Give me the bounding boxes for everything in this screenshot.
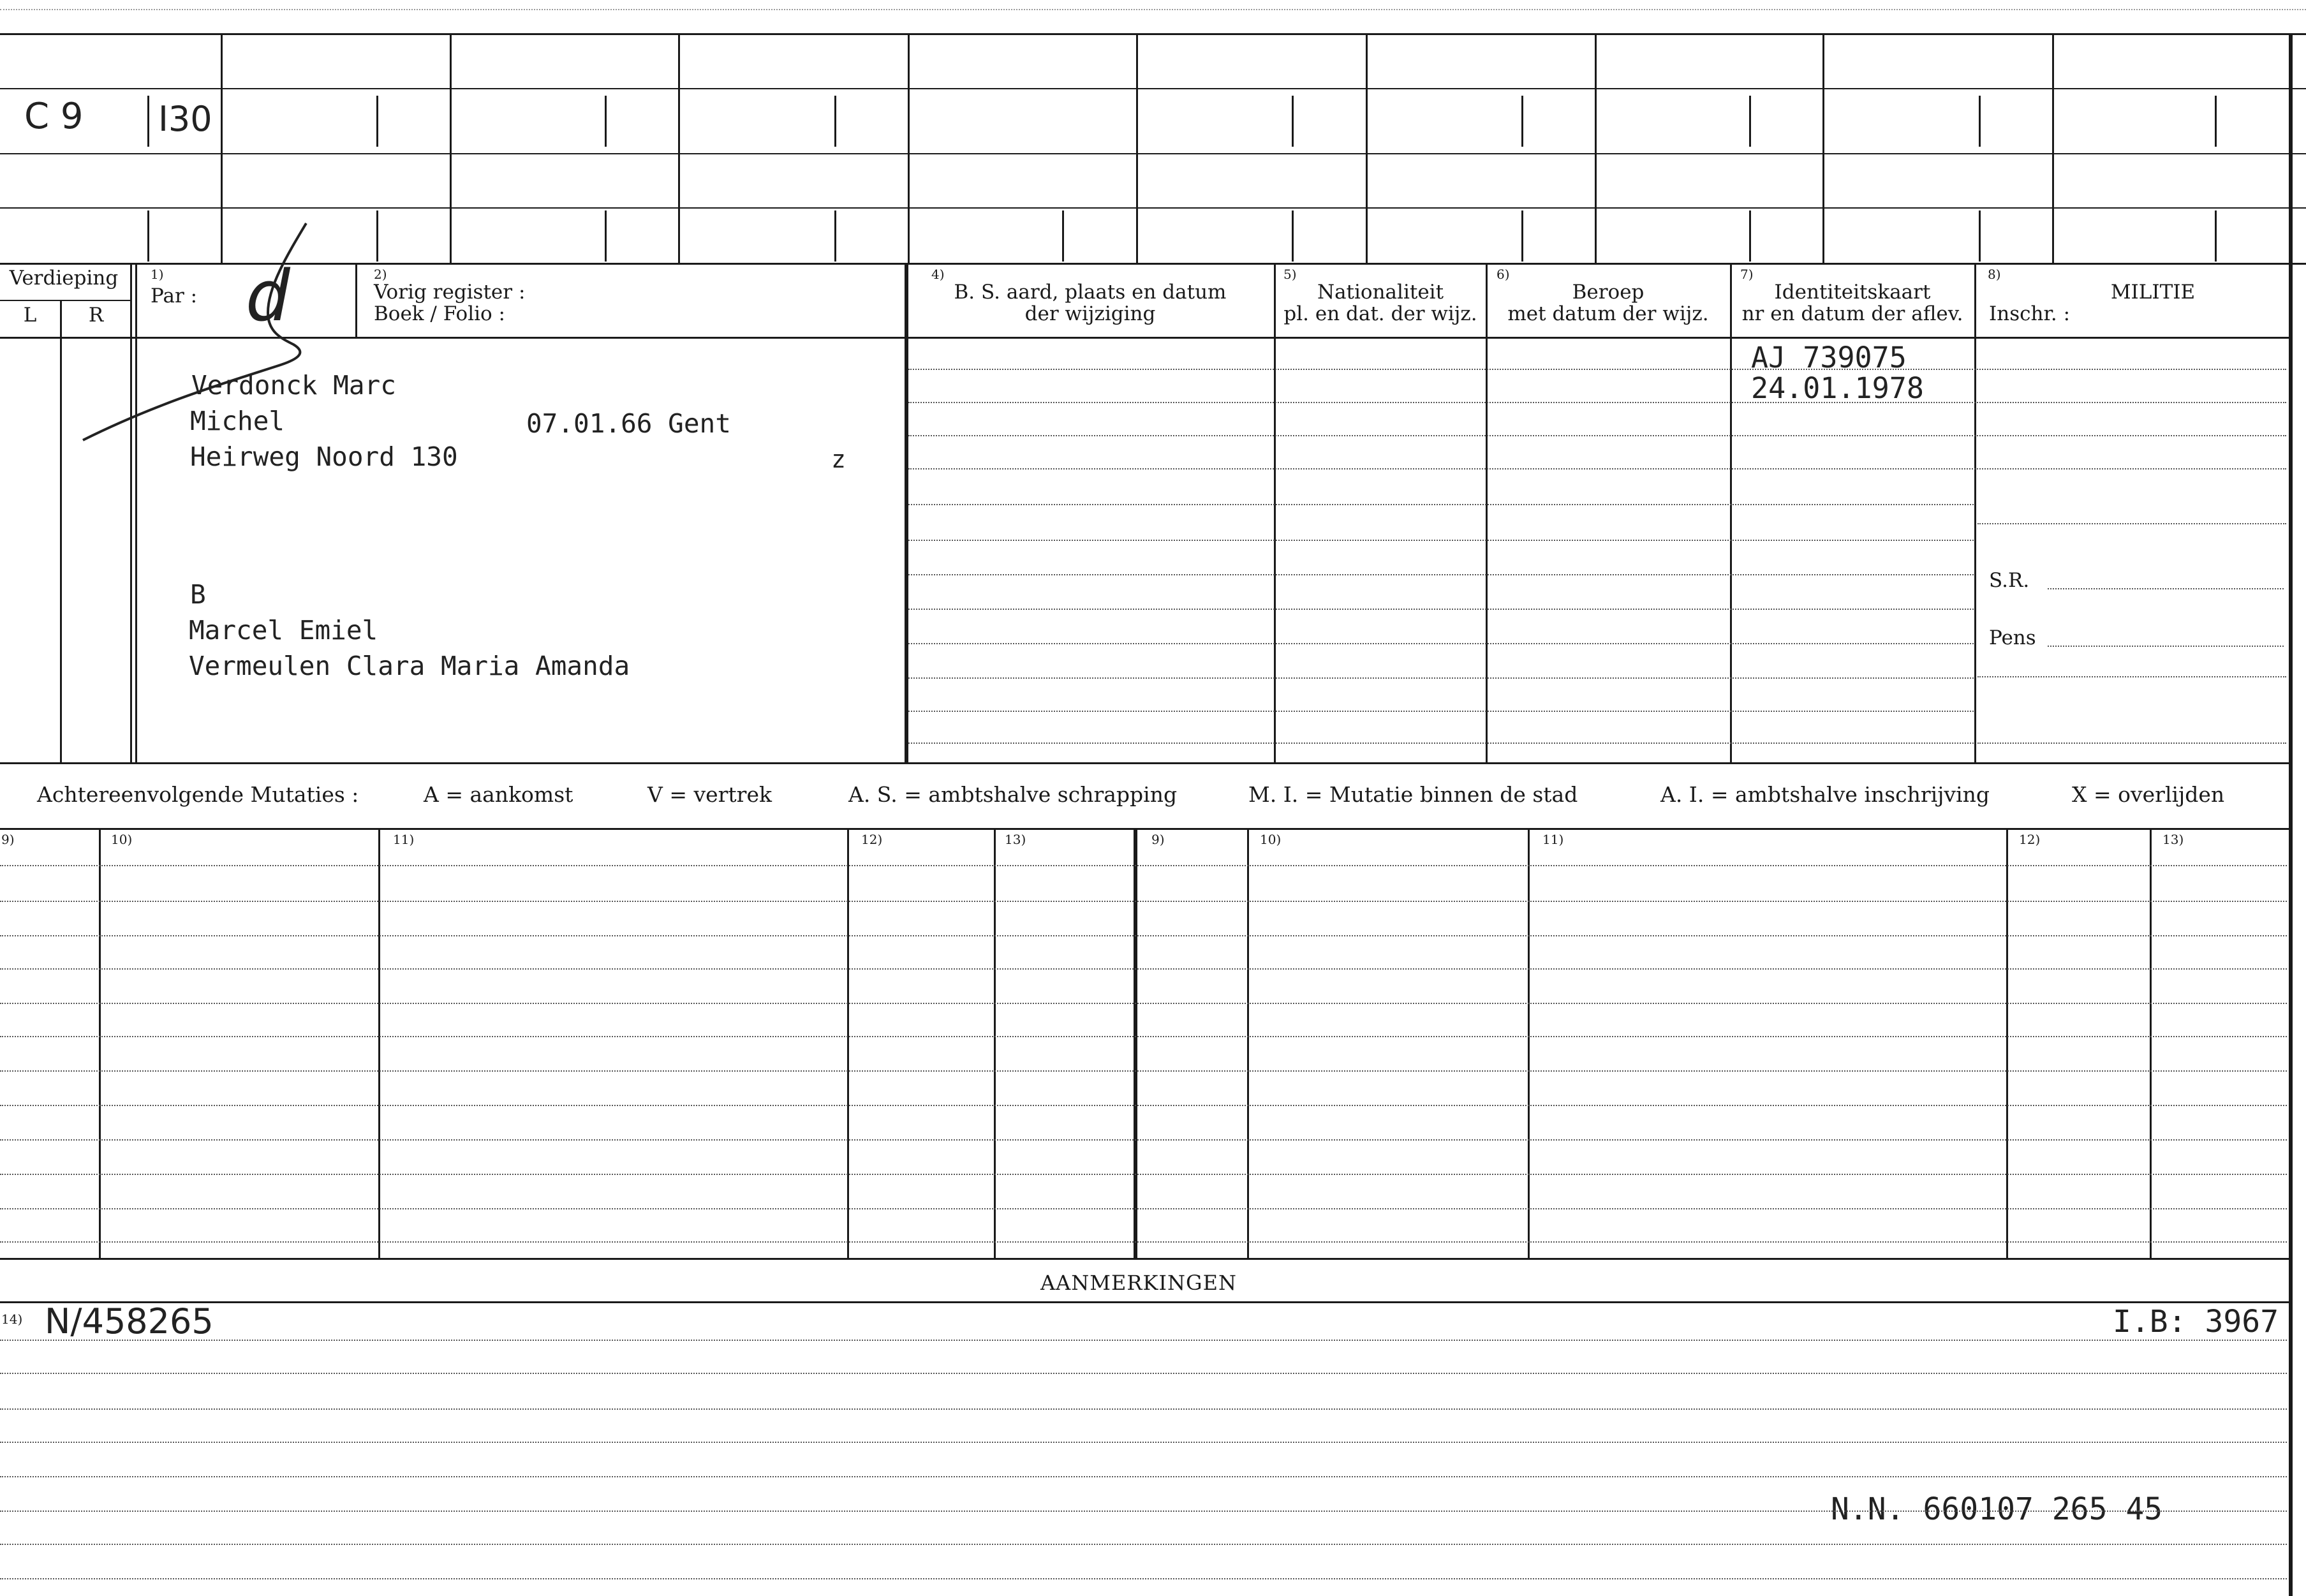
col2-line1: Vorig register : xyxy=(374,281,526,304)
legend-inschrijving: A. I. = ambtshalve inschrijving xyxy=(1660,782,1990,807)
col2-line2: Boek / Folio : xyxy=(374,302,505,325)
floor-header: Verdieping xyxy=(9,267,119,290)
col4-line2: der wijziging xyxy=(1024,302,1156,325)
section-code: C 9 xyxy=(24,96,84,137)
mut-col9-left: 9) xyxy=(1,832,15,847)
remarks-n-number: N/458265 xyxy=(45,1301,214,1341)
col1-initial: d xyxy=(246,255,290,337)
col7-line2: nr en datum der aflev. xyxy=(1741,302,1963,325)
col7-number: 7) xyxy=(1740,267,1754,282)
id-card-number: AJ 739075 xyxy=(1751,341,1907,374)
col6-number: 6) xyxy=(1497,267,1510,282)
col6-line2: met datum der wijz. xyxy=(1507,302,1709,325)
col6-line1: Beroep xyxy=(1572,281,1645,304)
person-second-name: Michel xyxy=(190,406,285,436)
person-mark: z xyxy=(831,445,846,473)
col1-label: Par : xyxy=(151,284,198,307)
col8-number: 8) xyxy=(1988,267,2001,282)
floor-right: R xyxy=(88,304,104,327)
col5-number: 5) xyxy=(1283,267,1297,282)
person-birth: 07.01.66 Gent xyxy=(526,408,731,439)
person-father: Marcel Emiel xyxy=(189,615,378,646)
mut-col10-right: 10) xyxy=(1260,832,1282,847)
col4-line1: B. S. aard, plaats en datum xyxy=(954,281,1227,304)
mut-col11-right: 11) xyxy=(1542,832,1564,847)
legend-vertrek: V = vertrek xyxy=(647,782,772,807)
legend-mutatie: M. I. = Mutatie binnen de stad xyxy=(1248,782,1578,807)
col1-number: 1) xyxy=(151,267,164,282)
person-mother: Vermeulen Clara Maria Amanda xyxy=(189,651,630,681)
person-address: Heirweg Noord 130 xyxy=(190,441,458,472)
mut-col12-right: 12) xyxy=(2019,832,2041,847)
mut-col10-left: 10) xyxy=(111,832,133,847)
militie-sr: S.R. xyxy=(1989,569,2030,592)
col4-number: 4) xyxy=(931,267,945,282)
legend-aankomst: A = aankomst xyxy=(424,782,573,807)
mut-col13-left: 13) xyxy=(1005,832,1026,847)
remarks-title: AANMERKINGEN xyxy=(1040,1271,1237,1295)
mut-col12-left: 12) xyxy=(861,832,883,847)
col5-line1: Nationaliteit xyxy=(1317,281,1444,304)
militie-pens: Pens xyxy=(1989,626,2036,649)
mutations-title: Achtereenvolgende Mutaties : xyxy=(37,782,359,807)
section-number: I30 xyxy=(158,99,212,139)
mut-col11-left: 11) xyxy=(393,832,415,847)
militie-inschr: Inschr. : xyxy=(1989,302,2071,325)
remarks-nn: N.N. 660107 265 45 xyxy=(1831,1491,2163,1527)
mut-col9-right: 9) xyxy=(1151,832,1165,847)
legend-overlijden: X = overlijden xyxy=(2072,782,2225,807)
person-nationality: B xyxy=(190,579,206,610)
id-card-date: 24.01.1978 xyxy=(1751,371,1924,405)
person-surname-first: Verdonck Marc xyxy=(191,370,396,401)
legend-schrapping: A. S. = ambtshalve schrapping xyxy=(848,782,1178,807)
mut-col13-right: 13) xyxy=(2162,832,2184,847)
col7-line1: Identiteitskaart xyxy=(1774,281,1931,304)
col5-line2: pl. en dat. der wijz. xyxy=(1283,302,1477,325)
col2-number: 2) xyxy=(374,267,387,282)
militie-title: MILITIE xyxy=(2110,281,2196,304)
remarks-ib: I.B: 3967 xyxy=(2113,1304,2279,1340)
floor-left: L xyxy=(23,304,37,327)
remarks-number: 14) xyxy=(1,1312,23,1327)
